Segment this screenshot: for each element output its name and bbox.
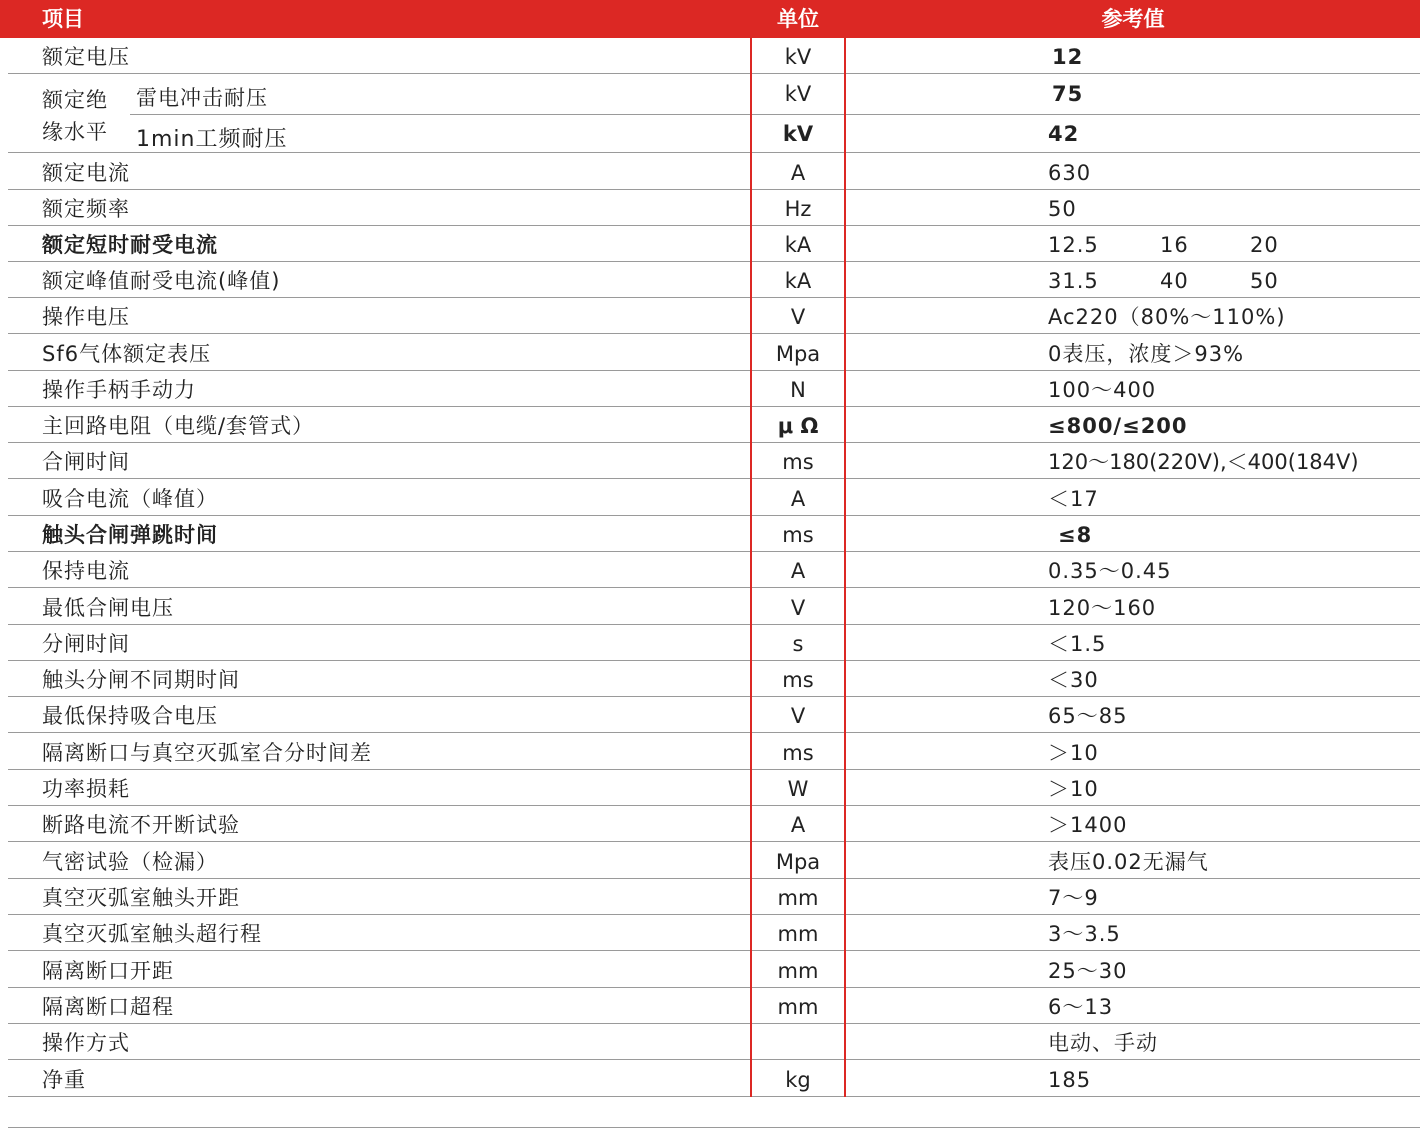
row-divider — [8, 333, 1420, 334]
row-unit: ms — [782, 523, 814, 547]
row-unit: Mpa — [775, 342, 821, 366]
table-row — [0, 770, 1420, 806]
row-value: 630 — [1048, 161, 1092, 185]
row-unit: A — [790, 487, 806, 511]
row-value: 0表压，浓度＞93% — [1048, 342, 1245, 366]
row-value: 6～13 — [1048, 995, 1114, 1019]
row-unit: mm — [777, 922, 819, 946]
row-item: 最低保持吸合电压 — [42, 704, 218, 728]
row-item: 保持电流 — [42, 559, 130, 583]
table-row — [0, 38, 1420, 74]
row-divider — [8, 478, 1420, 479]
table-row — [0, 154, 1420, 190]
row-item: 操作电压 — [42, 305, 130, 329]
row-item: 隔离断口超程 — [42, 995, 174, 1019]
row-unit: ms — [782, 450, 814, 474]
table-row — [0, 335, 1420, 371]
table-row — [0, 625, 1420, 661]
row-item: 隔离断口开距 — [42, 959, 174, 983]
table-row — [0, 552, 1420, 588]
insulation-sub1-item: 雷电冲击耐压 — [136, 86, 268, 110]
row-value: ＞10 — [1048, 777, 1099, 801]
row-item: 额定频率 — [42, 197, 130, 221]
row-value: 50 — [1048, 197, 1077, 221]
row-unit: W — [787, 777, 809, 801]
row-value: 100～400 — [1048, 378, 1157, 402]
row-divider — [8, 1059, 1420, 1060]
row-unit: A — [790, 161, 806, 185]
row-value-1: 31.5 — [1048, 269, 1099, 293]
table-row — [0, 516, 1420, 552]
row-item: 额定电流 — [42, 161, 130, 185]
row-value: ＜17 — [1048, 487, 1099, 511]
row-item: 触头合闸弹跳时间 — [42, 523, 218, 547]
insulation-label-line2: 缘水平 — [42, 120, 108, 144]
table-row — [0, 480, 1420, 516]
insulation-group — [0, 74, 1420, 153]
row-divider — [8, 587, 1420, 588]
row-item: 额定峰值耐受电流(峰值) — [42, 269, 281, 293]
row-item: Sf6气体额定表压 — [42, 342, 212, 366]
row-item: 主回路电阻（电缆/套管式） — [42, 414, 315, 438]
row-divider — [8, 950, 1420, 951]
row-value: 表压0.02无漏气 — [1048, 850, 1209, 874]
table-row — [0, 661, 1420, 697]
row-item: 额定电压 — [42, 45, 130, 69]
row-value-3: 20 — [1250, 233, 1279, 257]
row-unit: mm — [777, 959, 819, 983]
table-row — [0, 697, 1420, 733]
row-unit: μ Ω — [777, 414, 819, 438]
insulation-sub1-value: 75 — [1052, 82, 1084, 106]
table-row — [0, 1024, 1420, 1060]
row-unit: kV — [784, 45, 812, 69]
table-row — [0, 843, 1420, 879]
row-unit: mm — [777, 995, 819, 1019]
table-row — [0, 806, 1420, 842]
header-item: 项目 — [42, 7, 84, 31]
row-value: 120～160 — [1048, 596, 1157, 620]
row-item: 功率损耗 — [42, 777, 130, 801]
row-unit: ms — [782, 668, 814, 692]
insulation-label-line1: 额定绝 — [42, 88, 108, 112]
row-unit: V — [790, 704, 806, 728]
row-unit: A — [790, 813, 806, 837]
row-unit: Mpa — [775, 850, 821, 874]
row-value: 65～85 — [1048, 704, 1128, 728]
table-row — [0, 262, 1420, 298]
row-value: 0.35～0.45 — [1048, 559, 1172, 583]
row-item: 操作方式 — [42, 1031, 130, 1055]
row-value-2: 16 — [1160, 233, 1189, 257]
row-value: 电动、手动 — [1048, 1031, 1158, 1055]
table-row — [0, 988, 1420, 1024]
row-unit — [752, 1024, 844, 1060]
table-row — [0, 226, 1420, 262]
row-value: ＜1.5 — [1048, 632, 1107, 656]
table-row — [0, 407, 1420, 443]
row-unit: kA — [784, 269, 812, 293]
row-unit: ms — [782, 741, 814, 765]
table-row — [0, 443, 1420, 479]
table-row — [0, 371, 1420, 407]
table-header — [0, 0, 1420, 38]
row-item: 断路电流不开断试验 — [42, 813, 240, 837]
row-item: 真空灭弧室触头超行程 — [42, 922, 262, 946]
row-item: 操作手柄手动力 — [42, 378, 196, 402]
row-item: 额定短时耐受电流 — [42, 233, 218, 257]
row-divider — [8, 841, 1420, 842]
row-item: 吸合电流（峰值） — [42, 487, 218, 511]
table-row — [0, 298, 1420, 334]
row-value: ≤800/≤200 — [1048, 414, 1188, 438]
row-item: 气密试验（检漏） — [42, 850, 218, 874]
table-bottom-line — [8, 1127, 1420, 1128]
column-divider-left — [750, 0, 752, 1097]
row-unit: V — [790, 305, 806, 329]
row-unit: Hz — [784, 197, 812, 221]
table-row — [0, 915, 1420, 951]
row-value: ＞10 — [1048, 741, 1099, 765]
row-value-3: 50 — [1250, 269, 1279, 293]
row-item: 分闸时间 — [42, 632, 130, 656]
row-unit: V — [790, 596, 806, 620]
column-divider-right — [844, 0, 846, 1097]
insulation-sub2-unit: kV — [782, 122, 814, 146]
table-row — [0, 952, 1420, 988]
row-item: 净重 — [42, 1068, 86, 1092]
table-row — [0, 190, 1420, 226]
row-value: ＜30 — [1048, 668, 1099, 692]
table-row — [0, 734, 1420, 770]
row-unit: A — [790, 559, 806, 583]
table-row — [0, 879, 1420, 915]
row-item: 最低合闸电压 — [42, 596, 174, 620]
row-item: 隔离断口与真空灭弧室合分时间差 — [42, 741, 372, 765]
row-value: 7～9 — [1048, 886, 1099, 910]
row-unit: N — [790, 378, 806, 402]
row-value: 12 — [1052, 45, 1084, 69]
header-value: 参考值 — [1101, 7, 1165, 31]
row-divider — [8, 152, 1420, 153]
row-value: 120～180(220V),＜400(184V) — [1048, 450, 1359, 474]
table-row — [0, 1061, 1420, 1097]
row-item: 真空灭弧室触头开距 — [42, 886, 240, 910]
row-divider — [8, 1096, 1420, 1097]
row-value-1: 12.5 — [1048, 233, 1099, 257]
row-value: 25～30 — [1048, 959, 1128, 983]
row-item: 触头分闸不同期时间 — [42, 668, 240, 692]
insulation-sub2-item: 1min工频耐压 — [136, 127, 288, 152]
row-value: ≤8 — [1058, 523, 1093, 547]
row-unit: kA — [784, 233, 812, 257]
row-value: 185 — [1048, 1068, 1092, 1092]
row-value: ＞1400 — [1048, 813, 1128, 837]
row-unit: kg — [785, 1068, 811, 1092]
insulation-sub-divider — [130, 114, 1420, 115]
insulation-sub1-unit: kV — [784, 82, 812, 106]
row-unit: s — [792, 632, 804, 656]
table-row — [0, 589, 1420, 625]
insulation-sub2-value: 42 — [1048, 122, 1080, 146]
row-value: 3～3.5 — [1048, 922, 1121, 946]
row-value: Ac220（80%～110%) — [1048, 305, 1286, 329]
header-unit: 单位 — [777, 7, 819, 31]
row-value-2: 40 — [1160, 269, 1189, 293]
row-item: 合闸时间 — [42, 450, 130, 474]
row-unit: mm — [777, 886, 819, 910]
row-divider — [8, 732, 1420, 733]
